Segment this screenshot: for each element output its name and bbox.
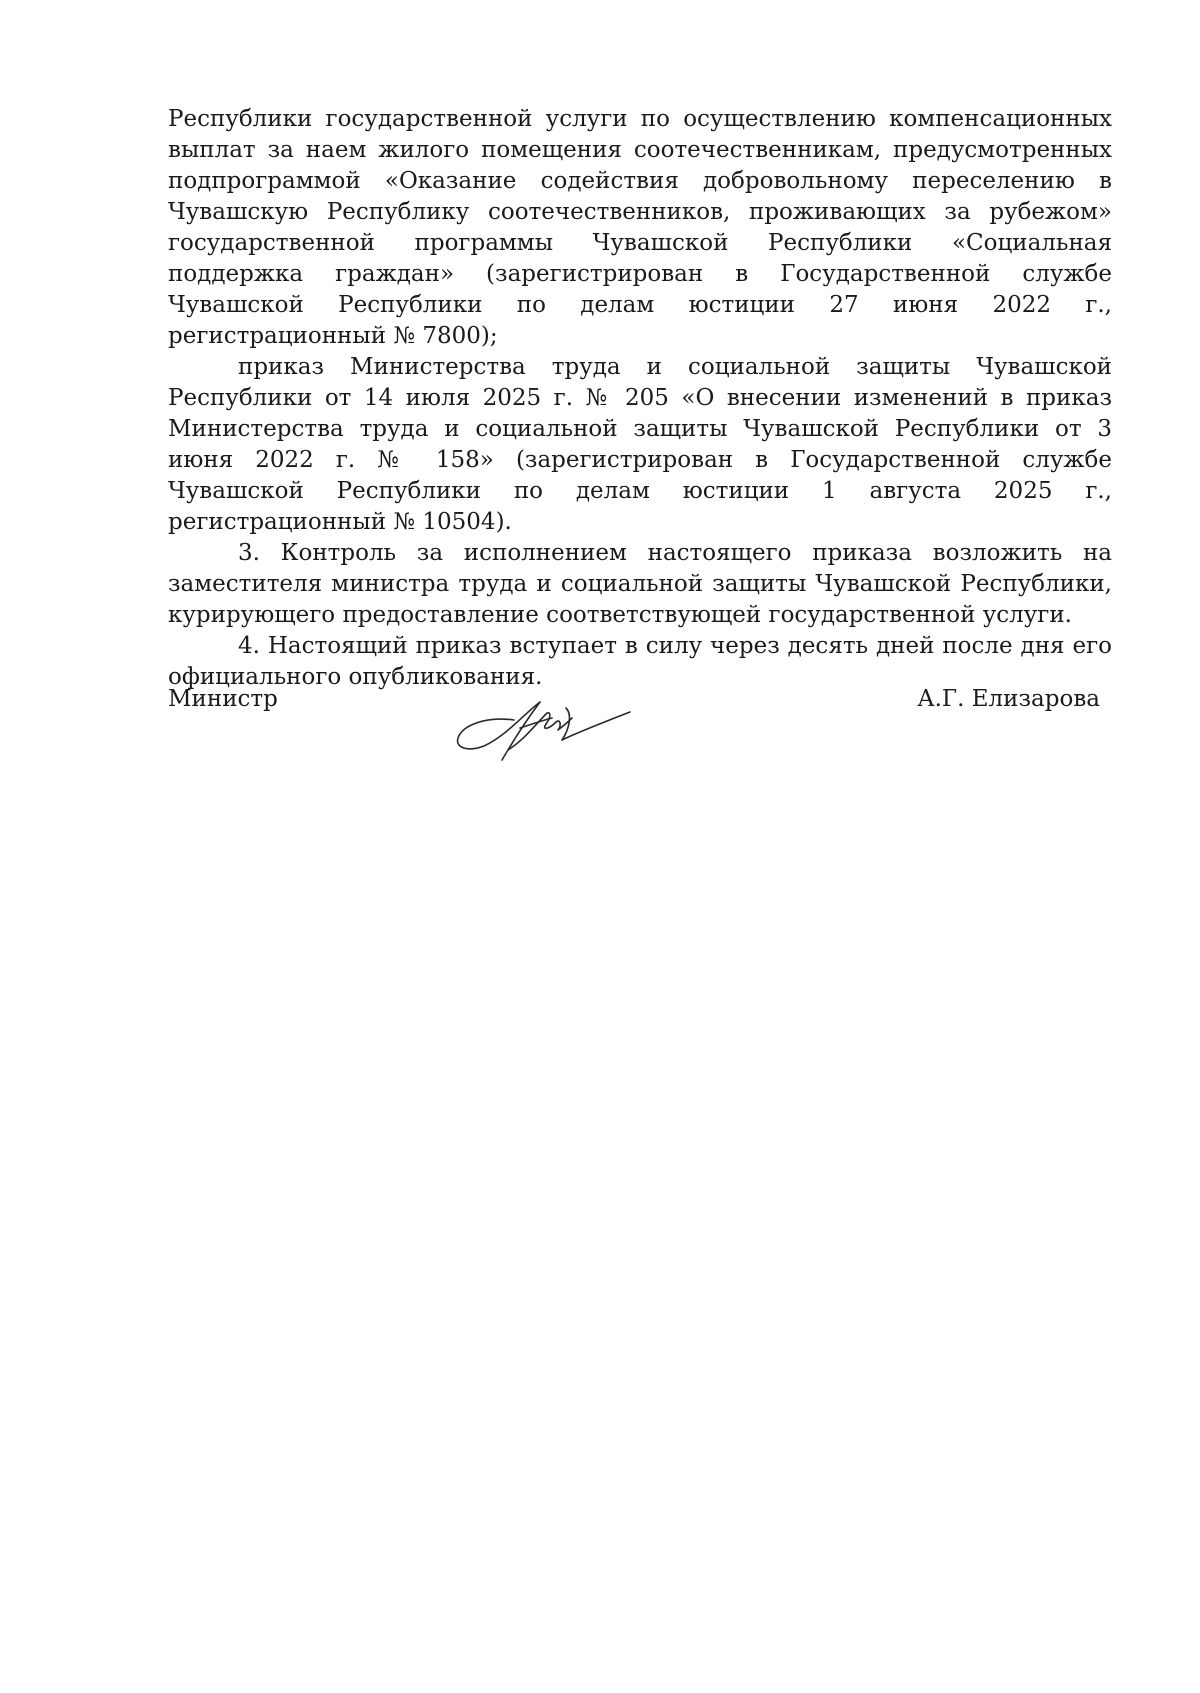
paragraph-continuation: Республики государственной услуги по осуществлению компенсационных выплат за наем жилого помещения соотечественникам, предусмотренных подпрограммой «Оказание содействия добровольному переселению в Чувашскую Республику соотечественников, проживающих за рубежом» государственной программы Чувашской Республики «Социальная поддержка граждан» (зарегистрирован в Государственной службе Чувашской Республики по делам юстиции 27 июня 2022 г., регистрационный № 7800); [168, 106, 1112, 349]
handwritten-signature [454, 680, 644, 770]
document-body [168, 104, 1112, 693]
paragraph-item-3: 3. Контроль за исполнением настоящего приказа возложить на заместителя министра труда и социальной защиты Чувашской Республики, курирующего предоставление соответствующей государственной услуги. [168, 540, 1112, 628]
signatory-name: А.Г. Елизарова [917, 686, 1100, 712]
signature-block [168, 686, 1112, 776]
paragraph-order-2025: приказ Министерства труда и социальной защиты Чувашской Республики от 14 июля 2025 г. № 205 «О внесении изменений в приказ Министерства труда и социальной защиты Чувашской Республики от 3 июня 2022 г. № 158» (зарегистрирован в Государственной службе Чувашской Республики по делам юстиции 1 августа 2025 г., регистрационный № 10504). [168, 354, 1112, 535]
paragraph-item-4: 4. Настоящий приказ вступает в силу через десять дней после дня его официального опубликования. [168, 633, 1112, 690]
signatory-title: Министр [168, 686, 278, 712]
